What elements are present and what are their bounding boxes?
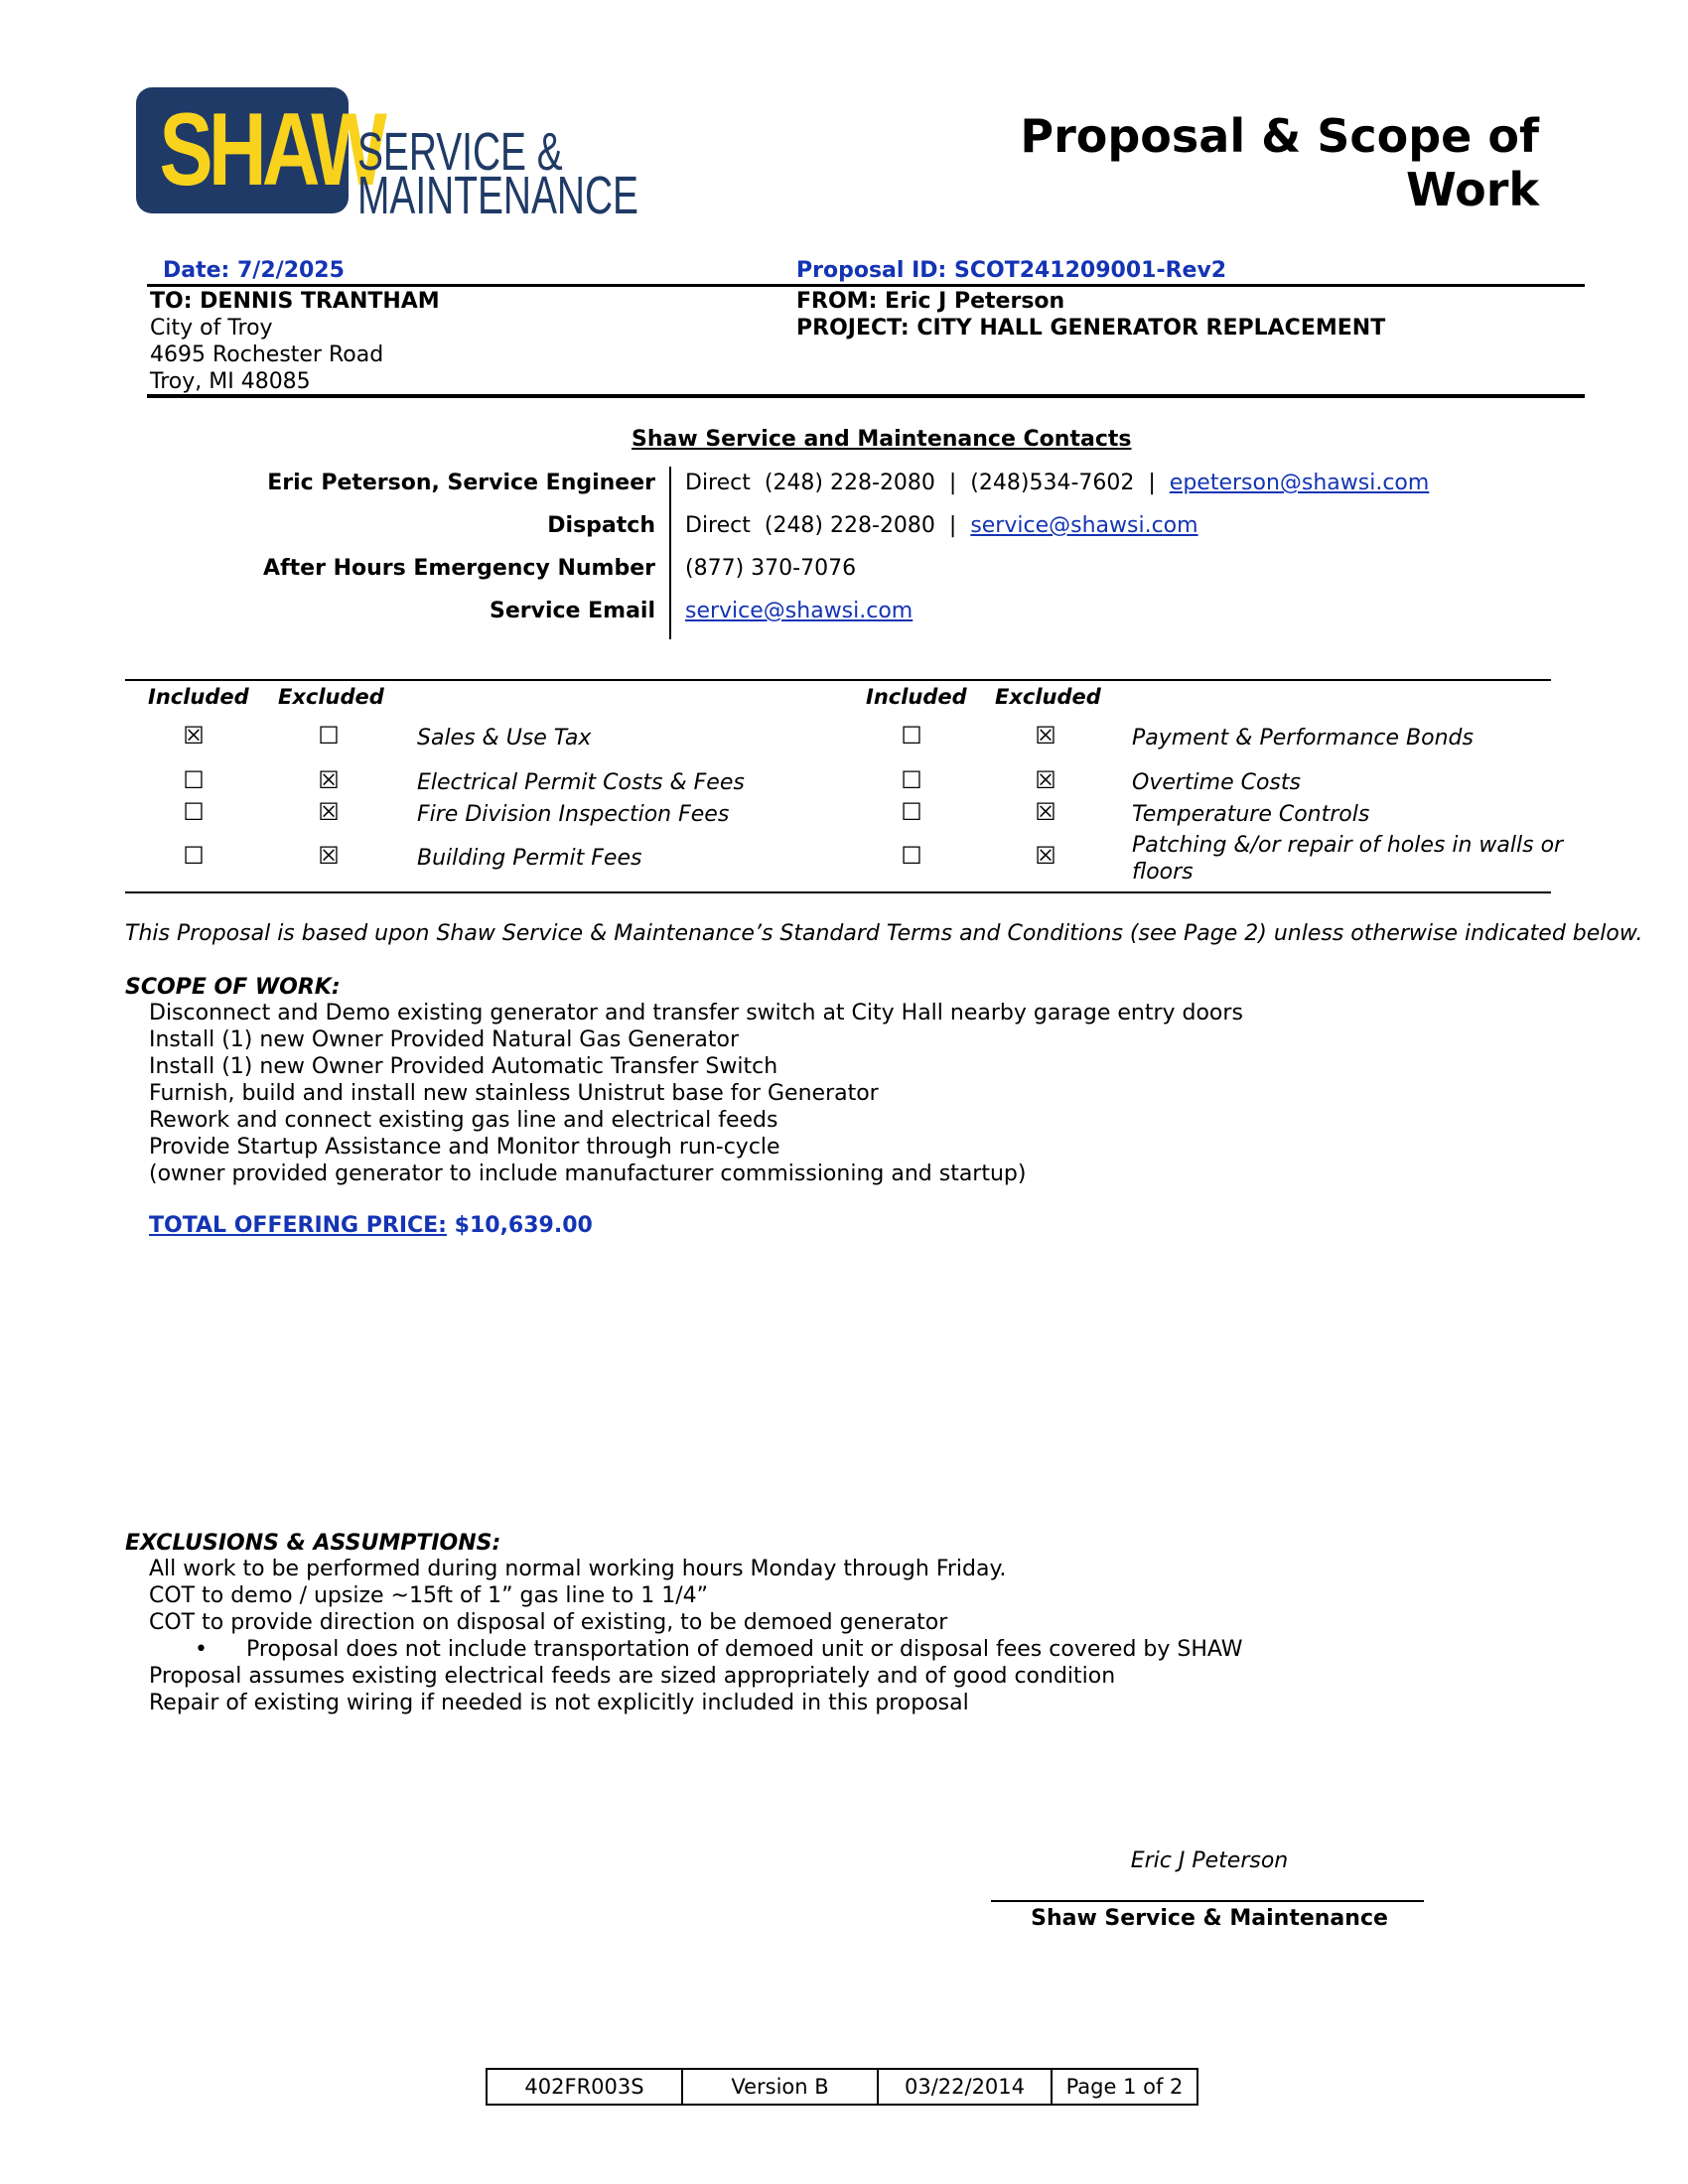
right-item-label: Payment & Performance Bonds bbox=[1132, 726, 1474, 751]
inclusions-top-rule bbox=[125, 679, 1551, 681]
header-top-rule bbox=[147, 284, 1585, 287]
right-excluded-checkbox[interactable]: ☒ bbox=[1035, 798, 1056, 826]
inclusions-bottom-rule bbox=[125, 891, 1551, 893]
left-excluded-checkbox[interactable]: ☒ bbox=[318, 842, 340, 870]
contacts-divider bbox=[669, 467, 671, 639]
header-bottom-rule bbox=[147, 394, 1585, 398]
footer-date: 03/22/2014 bbox=[878, 2069, 1052, 2105]
footer-version: Version B bbox=[682, 2069, 878, 2105]
scope-line: Rework and connect existing gas line and electrical feeds bbox=[149, 1108, 778, 1133]
page-title: Proposal & Scope of Work bbox=[1020, 109, 1539, 216]
scope-line: (owner provided generator to include manufacturer commissioning and startup) bbox=[149, 1161, 1027, 1186]
left-excluded-checkbox[interactable]: ☒ bbox=[318, 766, 340, 794]
left-included-checkbox[interactable]: ☐ bbox=[183, 842, 205, 870]
exclusion-line: Proposal assumes existing electrical feeds are sized appropriately and of good condition bbox=[149, 1664, 1116, 1689]
recipient-name: TO: DENNIS TRANTHAM bbox=[150, 289, 440, 314]
contact-label-engineer: Eric Peterson, Service Engineer bbox=[267, 471, 655, 495]
scope-line: Install (1) new Owner Provided Automatic Transfer Switch bbox=[149, 1054, 778, 1079]
left-included-checkbox[interactable]: ☐ bbox=[183, 766, 205, 794]
left-included-header: Included bbox=[148, 685, 249, 709]
recipient-street: 4695 Rochester Road bbox=[150, 342, 384, 367]
scope-line: Furnish, build and install new stainless Unistrut base for Generator bbox=[149, 1081, 879, 1106]
left-item-label: Building Permit Fees bbox=[417, 846, 642, 871]
exclusion-line: All work to be performed during normal working hours Monday through Friday. bbox=[149, 1557, 1007, 1581]
left-included-checkbox[interactable]: ☐ bbox=[183, 798, 205, 826]
contact-value-emergency: (877) 370-7076 bbox=[685, 556, 857, 581]
bullet-icon: • bbox=[195, 1637, 208, 1662]
proposal-id: Proposal ID: SCOT241209001-Rev2 bbox=[796, 258, 1227, 283]
exclusion-line: COT to demo / upsize ~15ft of 1” gas line to 1 1/4” bbox=[149, 1583, 708, 1608]
total-price-label: TOTAL OFFERING PRICE: bbox=[149, 1213, 447, 1238]
right-excluded-checkbox[interactable]: ☒ bbox=[1035, 722, 1056, 750]
recipient-city: Troy, MI 48085 bbox=[150, 369, 311, 394]
total-price bbox=[149, 1213, 593, 1238]
contact-label-service-email: Service Email bbox=[490, 599, 655, 623]
right-item-label: Temperature Controls bbox=[1132, 802, 1370, 827]
scope-heading: SCOPE OF WORK: bbox=[125, 975, 341, 1000]
project-name: PROJECT: CITY HALL GENERATOR REPLACEMENT bbox=[796, 316, 1386, 341]
right-excluded-header: Excluded bbox=[995, 685, 1101, 709]
exclusion-line: Repair of existing wiring if needed is not explicitly included in this proposal bbox=[149, 1691, 969, 1715]
scope-line: Provide Startup Assistance and Monitor through run-cycle bbox=[149, 1135, 780, 1160]
logo-line-1: SERVICE & bbox=[357, 122, 563, 182]
footer-form-number: 402FR003S bbox=[487, 2069, 682, 2105]
contact-phones-engineer: Direct (248) 228-2080 | (248)534-7602 | bbox=[685, 471, 1170, 495]
left-item-label: Sales & Use Tax bbox=[417, 726, 592, 751]
right-item-label: Patching &/or repair of holes in walls or bbox=[1132, 833, 1564, 858]
scope-line: Disconnect and Demo existing generator and transfer switch at City Hall nearby garage entry doors bbox=[149, 1001, 1243, 1025]
contact-label-emergency: After Hours Emergency Number bbox=[263, 556, 655, 581]
logo-line-2: MAINTENANCE bbox=[357, 166, 638, 225]
scope-line: Install (1) new Owner Provided Natural Gas Generator bbox=[149, 1027, 739, 1052]
right-excluded-checkbox[interactable]: ☒ bbox=[1035, 766, 1056, 794]
contact-value-service-email bbox=[685, 599, 913, 623]
contact-phone-dispatch: Direct (248) 228-2080 | bbox=[685, 513, 971, 538]
exclusion-line: COT to provide direction on disposal of existing, to be demoed generator bbox=[149, 1610, 948, 1635]
signature-company: Shaw Service & Maintenance bbox=[1031, 1906, 1388, 1931]
contact-label-dispatch: Dispatch bbox=[547, 513, 655, 538]
right-included-checkbox[interactable]: ☐ bbox=[901, 798, 922, 826]
logo-brand-text: SHAW bbox=[159, 92, 383, 207]
right-included-checkbox[interactable]: ☐ bbox=[901, 722, 922, 750]
contacts-heading: Shaw Service and Maintenance Contacts bbox=[632, 427, 1132, 452]
service-email-link[interactable]: service@shawsi.com bbox=[685, 599, 914, 623]
left-included-checkbox[interactable]: ☒ bbox=[183, 722, 205, 750]
left-excluded-header: Excluded bbox=[278, 685, 384, 709]
terms-note: This Proposal is based upon Shaw Service & Maintenance’s Standard Terms and Conditions (see Page 2) unless otherwise indicated below. bbox=[125, 921, 1643, 946]
sender-name: FROM: Eric J Peterson bbox=[796, 289, 1065, 314]
exclusion-bullet-line: Proposal does not include transportation of demoed unit or disposal fees covered by SHAW bbox=[246, 1637, 1243, 1662]
engineer-email-link[interactable]: epeterson@shawsi.com bbox=[1169, 471, 1430, 495]
dispatch-email-link[interactable]: service@shawsi.com bbox=[970, 513, 1198, 538]
signature-line bbox=[991, 1900, 1424, 1902]
left-item-label: Electrical Permit Costs & Fees bbox=[417, 770, 745, 795]
right-included-header: Included bbox=[866, 685, 967, 709]
footer-page: Page 1 of 2 bbox=[1052, 2069, 1197, 2105]
left-item-label: Fire Division Inspection Fees bbox=[417, 802, 730, 827]
signature-name: Eric J Peterson bbox=[1130, 1848, 1289, 1873]
contact-value-dispatch bbox=[685, 513, 1198, 538]
footer-table bbox=[486, 2068, 1198, 2106]
contact-value-engineer bbox=[685, 471, 1429, 495]
total-price-value: $10,639.00 bbox=[454, 1213, 593, 1238]
recipient-org: City of Troy bbox=[150, 316, 273, 341]
right-item-label: Overtime Costs bbox=[1132, 770, 1301, 795]
left-excluded-checkbox[interactable]: ☒ bbox=[318, 798, 340, 826]
right-item-label-cont: floors bbox=[1132, 860, 1194, 885]
right-excluded-checkbox[interactable]: ☒ bbox=[1035, 842, 1056, 870]
right-included-checkbox[interactable]: ☐ bbox=[901, 842, 922, 870]
left-excluded-checkbox[interactable]: ☐ bbox=[318, 722, 340, 750]
proposal-date: Date: 7/2/2025 bbox=[163, 258, 345, 283]
exclusions-heading: EXCLUSIONS & ASSUMPTIONS: bbox=[125, 1531, 501, 1556]
right-included-checkbox[interactable]: ☐ bbox=[901, 766, 922, 794]
